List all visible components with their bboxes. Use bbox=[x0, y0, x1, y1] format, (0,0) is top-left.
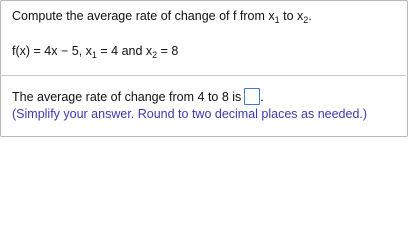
section-divider bbox=[0, 75, 406, 76]
answer-hint: (Simplify your answer. Round to two decimal places as needed.) bbox=[12, 107, 368, 121]
given-and: = 4 and x bbox=[96, 44, 153, 58]
prompt-subscript-1: 1 bbox=[274, 15, 280, 25]
prompt-to: to x bbox=[279, 9, 304, 23]
prompt-end: . bbox=[308, 9, 312, 23]
given-end: = 8 bbox=[157, 44, 179, 58]
given-subscript-2: 2 bbox=[152, 50, 158, 60]
given-subscript-1: 1 bbox=[91, 50, 97, 60]
given-values bbox=[12, 44, 178, 58]
prompt-subscript-2: 2 bbox=[303, 15, 309, 25]
answer-input[interactable] bbox=[244, 88, 260, 105]
given-function: f(x) = 4x − 5, x bbox=[12, 44, 92, 58]
answer-label: The average rate of change from 4 to 8 is bbox=[12, 90, 242, 104]
question-prompt bbox=[12, 9, 312, 23]
prompt-text: Compute the average rate of change of f from x bbox=[12, 9, 275, 23]
answer-row bbox=[12, 88, 264, 105]
answer-period: . bbox=[260, 90, 264, 104]
